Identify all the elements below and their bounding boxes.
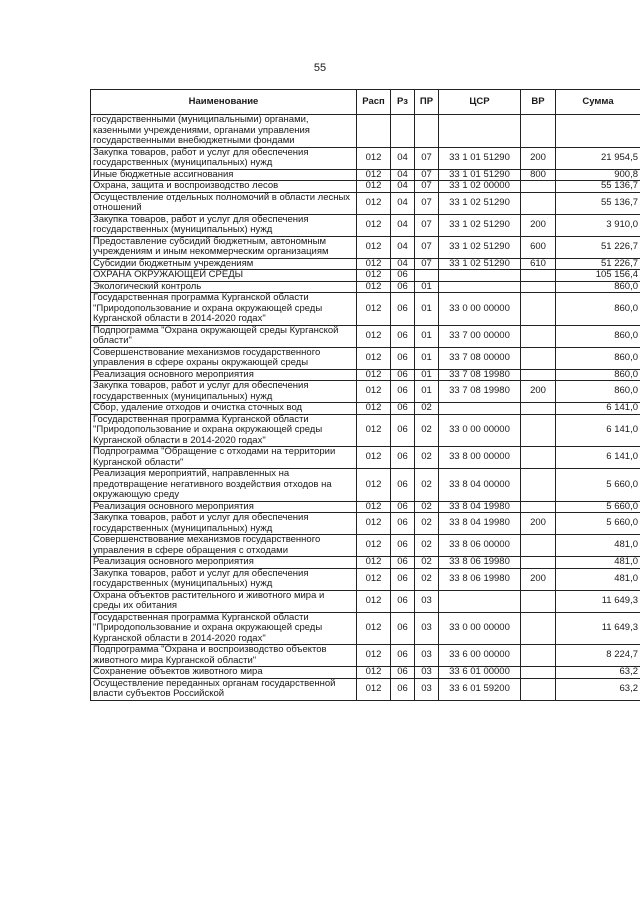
cell-pr: 02 — [415, 414, 439, 447]
cell-csr — [439, 270, 521, 282]
cell-csr — [439, 590, 521, 612]
cell-pr: 02 — [415, 403, 439, 415]
cell-rasp: 012 — [357, 513, 391, 535]
cell-vr: 200 — [521, 214, 556, 236]
table-row — [91, 568, 640, 590]
cell-rz: 04 — [391, 258, 415, 270]
cell-rasp: 012 — [357, 270, 391, 282]
cell-pr — [415, 115, 439, 148]
cell-sum: 63,2 — [556, 667, 640, 679]
table-row — [91, 192, 640, 214]
cell-pr: 01 — [415, 293, 439, 326]
cell-rz: 04 — [391, 214, 415, 236]
header-vr: ВР — [521, 90, 556, 115]
cell-sum — [556, 115, 640, 148]
header-rasp: Расп — [357, 90, 391, 115]
table-row — [91, 667, 640, 679]
cell-rasp: 012 — [357, 557, 391, 569]
cell-rasp: 012 — [357, 590, 391, 612]
cell-pr: 07 — [415, 236, 439, 258]
cell-csr: 33 6 00 00000 — [439, 645, 521, 667]
cell-pr: 07 — [415, 147, 439, 169]
cell-rz: 06 — [391, 535, 415, 557]
cell-name: Подпрограмма "Охрана и воспроизводство объектов животного мира Курганской области" — [91, 645, 357, 667]
table-row — [91, 325, 640, 347]
cell-sum: 51 226,7 — [556, 236, 640, 258]
cell-rz: 06 — [391, 469, 415, 502]
table-row — [91, 447, 640, 469]
table-row — [91, 501, 640, 513]
cell-rasp: 012 — [357, 612, 391, 645]
cell-pr: 03 — [415, 678, 439, 700]
cell-pr: 07 — [415, 181, 439, 193]
cell-name: Совершенствование механизмов государственного управления в сфере охраны окружающей среды — [91, 347, 357, 369]
cell-rz: 06 — [391, 403, 415, 415]
cell-rasp: 012 — [357, 192, 391, 214]
cell-vr — [521, 469, 556, 502]
cell-name: Закупка товаров, работ и услуг для обеспечения государственных (муниципальных) нужд — [91, 568, 357, 590]
cell-csr — [439, 281, 521, 293]
budget-table — [90, 89, 640, 701]
cell-rasp: 012 — [357, 381, 391, 403]
cell-sum: 6 141,0 — [556, 403, 640, 415]
cell-vr: 200 — [521, 147, 556, 169]
cell-csr: 33 8 04 19980 — [439, 513, 521, 535]
cell-vr — [521, 293, 556, 326]
cell-name: Закупка товаров, работ и услуг для обеспечения государственных (муниципальных) нужд — [91, 381, 357, 403]
cell-csr: 33 7 08 19980 — [439, 381, 521, 403]
cell-name: Осуществление отдельных полномочий в области лесных отношений — [91, 192, 357, 214]
cell-name: государственными (муниципальными) органами, казенными учреждениями, органами управления государственными внебюджетными фондами — [91, 115, 357, 148]
cell-csr: 33 7 00 00000 — [439, 325, 521, 347]
cell-pr: 01 — [415, 347, 439, 369]
page-number: 55 — [313, 62, 327, 74]
cell-name: Осуществление переданных органам государственной власти субъектов Российской — [91, 678, 357, 700]
cell-name: Предоставление субсидий бюджетным, автономным учреждениям и иным некоммерческим организациям — [91, 236, 357, 258]
cell-vr — [521, 678, 556, 700]
cell-rz: 04 — [391, 147, 415, 169]
table-row — [91, 645, 640, 667]
cell-vr — [521, 667, 556, 679]
cell-rasp: 012 — [357, 535, 391, 557]
cell-rasp: 012 — [357, 501, 391, 513]
cell-sum: 5 660,0 — [556, 469, 640, 502]
cell-rasp: 012 — [357, 347, 391, 369]
table-row — [91, 678, 640, 700]
cell-name: Государственная программа Курганской области "Природопользование и охрана окружающей среды Курганской области в 2014-2020 годах" — [91, 612, 357, 645]
cell-pr: 01 — [415, 325, 439, 347]
cell-vr — [521, 557, 556, 569]
cell-vr: 800 — [521, 169, 556, 181]
cell-csr: 33 1 01 51290 — [439, 169, 521, 181]
cell-sum: 860,0 — [556, 381, 640, 403]
cell-rasp: 012 — [357, 667, 391, 679]
cell-csr: 33 1 02 00000 — [439, 181, 521, 193]
header-csr: ЦСР — [439, 90, 521, 115]
cell-pr: 07 — [415, 214, 439, 236]
cell-csr — [439, 115, 521, 148]
table-body — [91, 115, 640, 701]
cell-sum: 8 224,7 — [556, 645, 640, 667]
cell-rz: 06 — [391, 293, 415, 326]
cell-sum: 5 660,0 — [556, 513, 640, 535]
cell-vr — [521, 403, 556, 415]
table-row — [91, 214, 640, 236]
cell-rz: 06 — [391, 414, 415, 447]
cell-csr: 33 0 00 00000 — [439, 414, 521, 447]
cell-sum: 860,0 — [556, 293, 640, 326]
cell-name: Сохранение объектов животного мира — [91, 667, 357, 679]
cell-rz: 06 — [391, 270, 415, 282]
cell-rz: 06 — [391, 557, 415, 569]
cell-rz: 06 — [391, 347, 415, 369]
cell-name: Охрана объектов растительного и животного мира и среды их обитания — [91, 590, 357, 612]
cell-vr — [521, 590, 556, 612]
cell-rasp: 012 — [357, 147, 391, 169]
table-row — [91, 381, 640, 403]
cell-pr: 07 — [415, 192, 439, 214]
table-row — [91, 281, 640, 293]
cell-pr: 02 — [415, 469, 439, 502]
cell-rz: 06 — [391, 325, 415, 347]
table-row — [91, 612, 640, 645]
table-row — [91, 369, 640, 381]
table-row — [91, 469, 640, 502]
cell-vr: 600 — [521, 236, 556, 258]
cell-csr: 33 8 06 00000 — [439, 535, 521, 557]
cell-rasp: 012 — [357, 403, 391, 415]
cell-rasp — [357, 115, 391, 148]
cell-sum: 63,2 — [556, 678, 640, 700]
cell-name: Субсидии бюджетным учреждениям — [91, 258, 357, 270]
cell-vr — [521, 535, 556, 557]
cell-pr: 07 — [415, 258, 439, 270]
cell-name: Подпрограмма "Охрана окружающей среды Курганской области" — [91, 325, 357, 347]
cell-csr: 33 6 01 59200 — [439, 678, 521, 700]
table-row — [91, 270, 640, 282]
cell-csr: 33 6 01 00000 — [439, 667, 521, 679]
cell-csr — [439, 403, 521, 415]
cell-rz: 06 — [391, 501, 415, 513]
cell-rasp: 012 — [357, 645, 391, 667]
cell-vr: 200 — [521, 568, 556, 590]
cell-sum: 3 910,0 — [556, 214, 640, 236]
cell-name: Охрана, защита и воспроизводство лесов — [91, 181, 357, 193]
cell-rz: 06 — [391, 678, 415, 700]
cell-name: Иные бюджетные ассигнования — [91, 169, 357, 181]
table-row — [91, 557, 640, 569]
cell-rasp: 012 — [357, 281, 391, 293]
cell-name: Государственная программа Курганской области "Природопользование и охрана окружающей среды Курганской области в 2014-2020 годах" — [91, 414, 357, 447]
cell-name: Подпрограмма "Обращение с отходами на территории Курганской области" — [91, 447, 357, 469]
cell-rz: 06 — [391, 513, 415, 535]
cell-vr — [521, 115, 556, 148]
cell-sum: 11 649,3 — [556, 612, 640, 645]
cell-sum: 21 954,5 — [556, 147, 640, 169]
cell-vr — [521, 414, 556, 447]
cell-csr: 33 8 04 00000 — [439, 469, 521, 502]
header-sum: Сумма — [556, 90, 640, 115]
cell-csr: 33 8 04 19980 — [439, 501, 521, 513]
cell-vr — [521, 369, 556, 381]
cell-csr: 33 7 08 00000 — [439, 347, 521, 369]
cell-sum: 860,0 — [556, 281, 640, 293]
cell-csr: 33 0 00 00000 — [439, 293, 521, 326]
table-row — [91, 347, 640, 369]
cell-pr: 02 — [415, 557, 439, 569]
cell-sum: 51 226,7 — [556, 258, 640, 270]
table-row — [91, 258, 640, 270]
cell-pr: 03 — [415, 612, 439, 645]
cell-rz: 04 — [391, 181, 415, 193]
cell-sum: 481,0 — [556, 557, 640, 569]
cell-pr: 01 — [415, 281, 439, 293]
cell-rasp: 012 — [357, 169, 391, 181]
cell-pr: 02 — [415, 501, 439, 513]
cell-name: Закупка товаров, работ и услуг для обеспечения государственных (муниципальных) нужд — [91, 214, 357, 236]
cell-vr — [521, 192, 556, 214]
cell-vr — [521, 325, 556, 347]
table-row — [91, 403, 640, 415]
table-row — [91, 293, 640, 326]
cell-name: Закупка товаров, работ и услуг для обеспечения государственных (муниципальных) нужд — [91, 513, 357, 535]
cell-sum: 5 660,0 — [556, 501, 640, 513]
header-pr: ПР — [415, 90, 439, 115]
table-row — [91, 535, 640, 557]
cell-rasp: 012 — [357, 447, 391, 469]
cell-rasp: 012 — [357, 414, 391, 447]
cell-csr: 33 7 08 19980 — [439, 369, 521, 381]
cell-sum: 860,0 — [556, 325, 640, 347]
table-row — [91, 181, 640, 193]
cell-pr: 01 — [415, 369, 439, 381]
cell-rz: 06 — [391, 568, 415, 590]
table-row — [91, 169, 640, 181]
cell-vr — [521, 347, 556, 369]
cell-sum: 860,0 — [556, 347, 640, 369]
cell-name: Сбор, удаление отходов и очистка сточных вод — [91, 403, 357, 415]
cell-sum: 900,8 — [556, 169, 640, 181]
cell-pr: 01 — [415, 381, 439, 403]
cell-name: Реализация мероприятий, направленных на предотвращение негативного воздействия отходов на окружающую среду — [91, 469, 357, 502]
cell-pr: 02 — [415, 568, 439, 590]
cell-rz: 06 — [391, 590, 415, 612]
cell-rasp: 012 — [357, 181, 391, 193]
cell-name: Реализация основного мероприятия — [91, 501, 357, 513]
cell-pr — [415, 270, 439, 282]
cell-name: Закупка товаров, работ и услуг для обеспечения государственных (муниципальных) нужд — [91, 147, 357, 169]
cell-name: Экологический контроль — [91, 281, 357, 293]
cell-csr: 33 0 00 00000 — [439, 612, 521, 645]
cell-rz: 06 — [391, 667, 415, 679]
cell-csr: 33 8 06 19980 — [439, 557, 521, 569]
cell-rz — [391, 115, 415, 148]
cell-vr — [521, 447, 556, 469]
cell-name: Реализация основного мероприятия — [91, 557, 357, 569]
cell-vr — [521, 270, 556, 282]
cell-rz: 06 — [391, 645, 415, 667]
cell-rz: 04 — [391, 236, 415, 258]
cell-sum: 55 136,7 — [556, 181, 640, 193]
cell-csr: 33 8 00 00000 — [439, 447, 521, 469]
cell-sum: 6 141,0 — [556, 414, 640, 447]
table-header-row — [91, 90, 640, 115]
cell-sum: 11 649,3 — [556, 590, 640, 612]
cell-sum: 481,0 — [556, 535, 640, 557]
cell-vr: 610 — [521, 258, 556, 270]
cell-rasp: 012 — [357, 325, 391, 347]
cell-pr: 03 — [415, 645, 439, 667]
table-row — [91, 115, 640, 148]
cell-rz: 06 — [391, 612, 415, 645]
cell-sum: 481,0 — [556, 568, 640, 590]
header-name: Наименование — [91, 90, 357, 115]
cell-pr: 03 — [415, 667, 439, 679]
cell-rasp: 012 — [357, 369, 391, 381]
cell-name: Совершенствование механизмов государственного управления в сфере обращения с отходами — [91, 535, 357, 557]
table-row — [91, 590, 640, 612]
cell-rasp: 012 — [357, 214, 391, 236]
cell-rz: 06 — [391, 369, 415, 381]
cell-sum: 105 156,4 — [556, 270, 640, 282]
header-rz: Рз — [391, 90, 415, 115]
cell-vr — [521, 501, 556, 513]
cell-rasp: 012 — [357, 568, 391, 590]
cell-csr: 33 1 02 51290 — [439, 192, 521, 214]
cell-sum: 6 141,0 — [556, 447, 640, 469]
cell-rz: 06 — [391, 447, 415, 469]
cell-rz: 06 — [391, 281, 415, 293]
cell-vr — [521, 612, 556, 645]
table-row — [91, 147, 640, 169]
cell-pr: 02 — [415, 535, 439, 557]
cell-vr: 200 — [521, 381, 556, 403]
cell-pr: 07 — [415, 169, 439, 181]
cell-pr: 03 — [415, 590, 439, 612]
cell-csr: 33 1 02 51290 — [439, 236, 521, 258]
cell-rz: 06 — [391, 381, 415, 403]
cell-rasp: 012 — [357, 469, 391, 502]
cell-name: Реализация основного мероприятия — [91, 369, 357, 381]
cell-vr — [521, 181, 556, 193]
cell-pr: 02 — [415, 447, 439, 469]
table-row — [91, 513, 640, 535]
cell-rz: 04 — [391, 192, 415, 214]
cell-vr — [521, 645, 556, 667]
cell-rasp: 012 — [357, 236, 391, 258]
cell-rasp: 012 — [357, 678, 391, 700]
cell-sum: 860,0 — [556, 369, 640, 381]
cell-csr: 33 1 02 51290 — [439, 214, 521, 236]
cell-name: ОХРАНА ОКРУЖАЮЩЕЙ СРЕДЫ — [91, 270, 357, 282]
cell-rasp: 012 — [357, 293, 391, 326]
cell-csr: 33 1 02 51290 — [439, 258, 521, 270]
cell-rz: 04 — [391, 169, 415, 181]
cell-name: Государственная программа Курганской области "Природопользование и охрана окружающей среды Курганской области в 2014-2020 годах" — [91, 293, 357, 326]
cell-csr: 33 1 01 51290 — [439, 147, 521, 169]
cell-csr: 33 8 06 19980 — [439, 568, 521, 590]
table-row — [91, 414, 640, 447]
cell-vr: 200 — [521, 513, 556, 535]
table-row — [91, 236, 640, 258]
cell-sum: 55 136,7 — [556, 192, 640, 214]
cell-vr — [521, 281, 556, 293]
cell-pr: 02 — [415, 513, 439, 535]
cell-rasp: 012 — [357, 258, 391, 270]
